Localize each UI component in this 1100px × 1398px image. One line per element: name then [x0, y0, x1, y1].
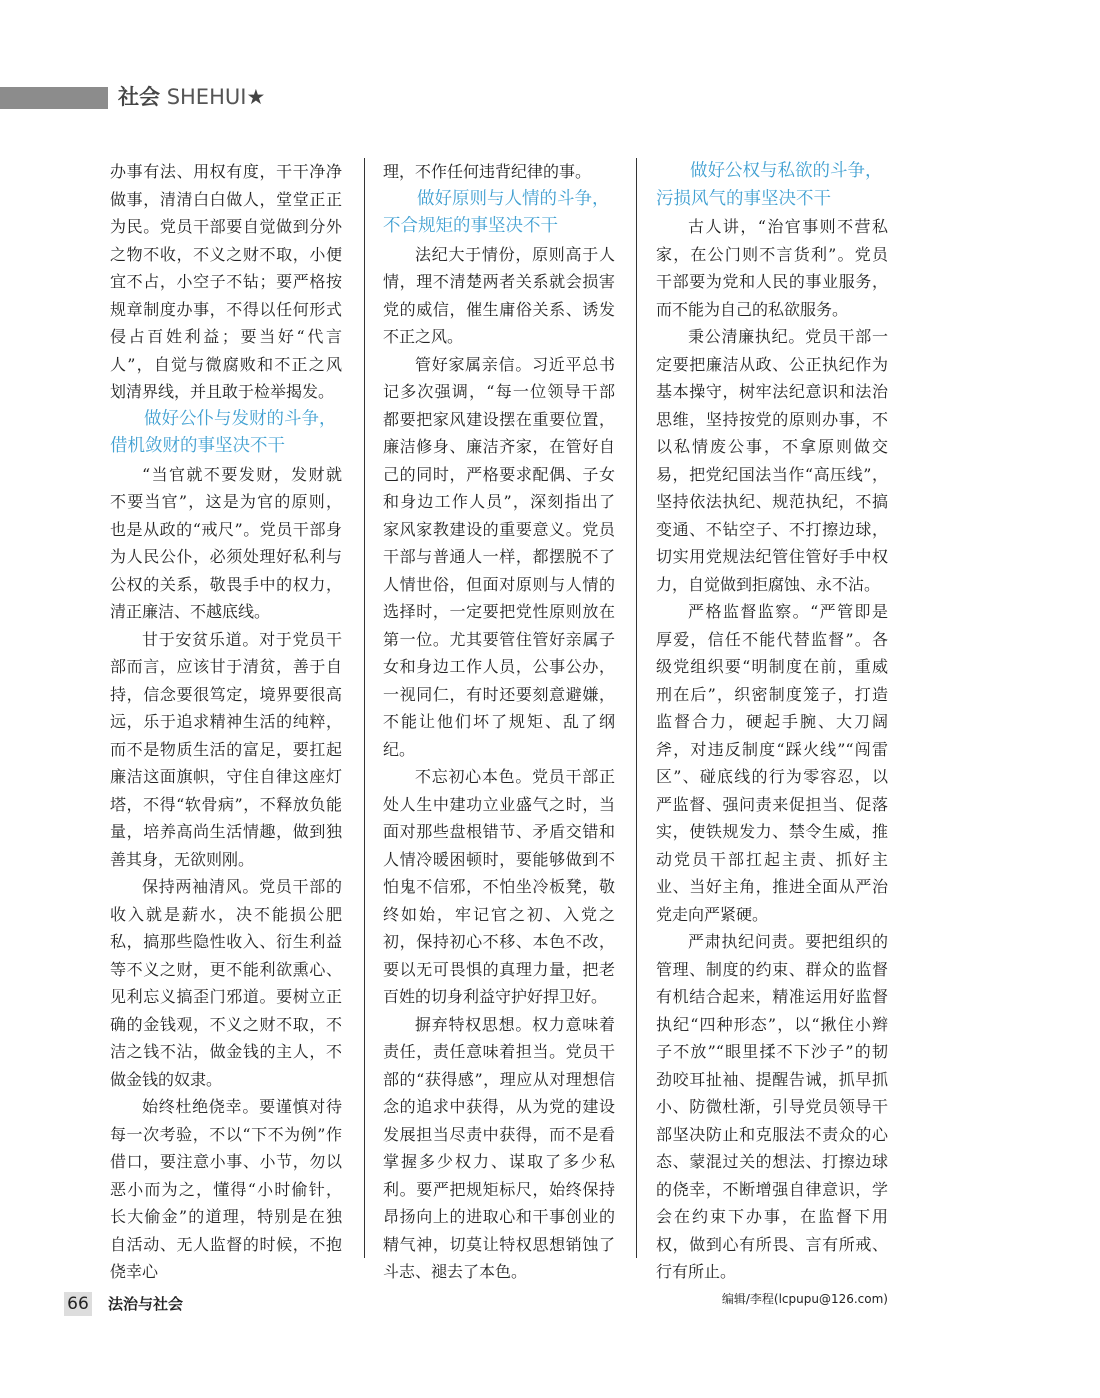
- heading-line: 做好原则与人情的斗争，: [417, 188, 610, 209]
- section-header: [0, 87, 400, 109]
- magazine-name: 法治与社会: [108, 1295, 184, 1313]
- paragraph: 秉公清廉执纪。党员干部一定要把廉洁从政、公正执纪作为基本操守，树牢法纪意识和法治思维，坚持按党的原则办事，不以私情废公事，不拿原则做交易，把党纪国法当作“高压线”，坚持依法执纪、规范执纪，不搞变通、不钻空子、不打擦边球，切实用党规法纪管住管好手中权力，自觉做到拒腐蚀、永不沾。: [656, 327, 888, 594]
- section-title-en: SHEHUI: [166, 85, 247, 109]
- paragraph: 保持两袖清风。党员干部的收入就是薪水，决不能损公肥私，搞那些隐性收入、衍生利益等不义之财，更不能利欲熏心、见利忘义搞歪门邪道。要树立正确的金钱观，不义之财不取，不洁之钱不沾，做金钱的主人，不做金钱的奴隶。: [110, 877, 342, 1089]
- paragraph: 严肃执纪问责。要把组织的管理、制度的约束、群众的监督有机结合起来，精准运用好监督执纪“四种形态”，以“揪住小辫子不放”“眼里揉不下沙子”的韧劲咬耳扯袖、提醒告诫，抓早抓小、防微杜渐，引导党员领导干部坚决防止和克服法不责众的心态、蒙混过关的想法、打擦边球的侥幸，不断增强自律意识，学会在约束下办事，在监督下用权，做到心有所畏、言有所戒、行有所止。: [656, 932, 888, 1281]
- section-tag: [118, 84, 265, 110]
- paragraph: 摒弃特权思想。权力意味着责任，责任意味着担当。党员干部的“获得感”，理应从对理想信念的追求中获得，从为党的建设发展担当尽责中获得，而不是看掌握多少权力、谋取了多少私利。要严把规矩标尺，始终保持昂扬向上的进取心和干事创业的精气神，切莫让特权思想销蚀了斗志、褪去了本色。: [383, 1014, 615, 1281]
- section-heading: [383, 186, 615, 241]
- section-title-cn: 社会: [118, 85, 160, 109]
- article-column-2: [383, 158, 615, 1286]
- section-heading: [110, 406, 342, 461]
- paragraph: 始终杜绝侥幸。要谨慎对待每一次考验，不以“下不为例”作借口，要注意小事、小节，勿以恶小而为之，懂得“小时偷针，长大偷金”的道理，特别是在独自活动、无人监督的时候，不抱侥幸心: [110, 1097, 342, 1281]
- column-divider: [636, 158, 637, 1258]
- paragraph: 不忘初心本色。党员干部正处人生中建功立业盛气之时，当面对那些盘根错节、矛盾交错和人情冷暖困顿时，要能够做到不怕鬼不信邪，不怕坐冷板凳，敬终如始，牢记官之初、入党之初，保持初心不移、本色不改，要以无可畏惧的真理力量，把老百姓的切身利益守护好捍卫好。: [383, 767, 615, 1006]
- heading-line: 做好公权与私欲的斗争，: [690, 161, 883, 181]
- heading-line: 污损风气的事坚决不干: [656, 188, 831, 209]
- article-column-1: [110, 158, 342, 1286]
- editor-credit: 编辑/李程(lcpupu@126.com): [721, 1291, 888, 1306]
- paragraph: 法纪大于情份，原则高于人情，理不清楚两者关系就会损害党的威信，催生庸俗关系、诱发不正之风。: [383, 244, 615, 346]
- section-heading: [656, 158, 888, 213]
- header-bar: [0, 87, 108, 109]
- paragraph: 严格监督监察。“严管即是厚爱，信任不能代替监督”。各级党组织要“明制度在前，重威刑在后”，织密制度笼子，打造监督合力，硬起手腕、大刀阔斧，对违反制度“踩火线”“闯雷区”、碰底线的行为零容忍，以严监督、强问责来促担当、促落实，使铁规发力、禁令生威，推动党员干部扛起主责、抓好主业、当好主角，推进全面从严治党走向严紧硬。: [656, 602, 888, 924]
- paragraph: 管好家属亲信。习近平总书记多次强调，“每一位领导干部都要把家风建设摆在重要位置，廉洁修身、廉洁齐家，在管好自己的同时，严格要求配偶、子女和身边工作人员”，深刻指出了家风家教建设的重要意义。党员干部与普通人一样，都摆脱不了人情世俗，但面对原则与人情的选择时，一定要把党性原则放在第一位。尤其要管住管好亲属子女和身边工作人员，公事公办，一视同仁，有时还要刻意避嫌，不能让他们坏了规矩、乱了纲纪。: [383, 354, 615, 759]
- heading-line: 不合规矩的事坚决不干: [383, 216, 558, 236]
- page-number: 66: [64, 1292, 92, 1316]
- paragraph: “当官就不要发财，发财就不要当官”，这是为官的原则，也是从政的“戒尺”。党员干部身为人民公仆，必须处理好私利与公权的关系，敬畏手中的权力，清正廉洁、不越底线。: [110, 464, 342, 621]
- column-divider: [364, 158, 365, 1258]
- paragraph: 办事有法、用权有度，干干净净做事，清清白白做人，堂堂正正为民。党员干部要自觉做到分外之物不收，不义之财不取，小便宜不占，小空子不钻；要严格按规章制度办事，不得以任何形式侵占百姓利益；要当好“代言人”，自觉与微腐败和不正之风划清界线，并且敢于检举揭发。: [110, 162, 342, 401]
- paragraph: 甘于安贫乐道。对于党员干部而言，应该甘于清贫，善于自持，信念要很笃定，境界要很高远，乐于追求精神生活的纯粹，而不是物质生活的富足，要扛起廉洁这面旗帜，守住自律这座灯塔，不得“软骨病”，不释放负能量，培养高尚生活情趣，做到独善其身，无欲则刚。: [110, 629, 342, 869]
- heading-line: 做好公仆与发财的斗争，: [144, 408, 337, 429]
- heading-line: 借机敛财的事坚决不干: [110, 436, 285, 456]
- paragraph: 古人讲，“治官事则不营私家，在公门则不言货利”。党员干部要为党和人民的事业服务，而不能为自己的私欲服务。: [656, 217, 888, 319]
- article-column-3: [656, 158, 888, 1308]
- star-icon: ★: [246, 85, 266, 109]
- paragraph: 理，不作任何违背纪律的事。: [383, 162, 592, 181]
